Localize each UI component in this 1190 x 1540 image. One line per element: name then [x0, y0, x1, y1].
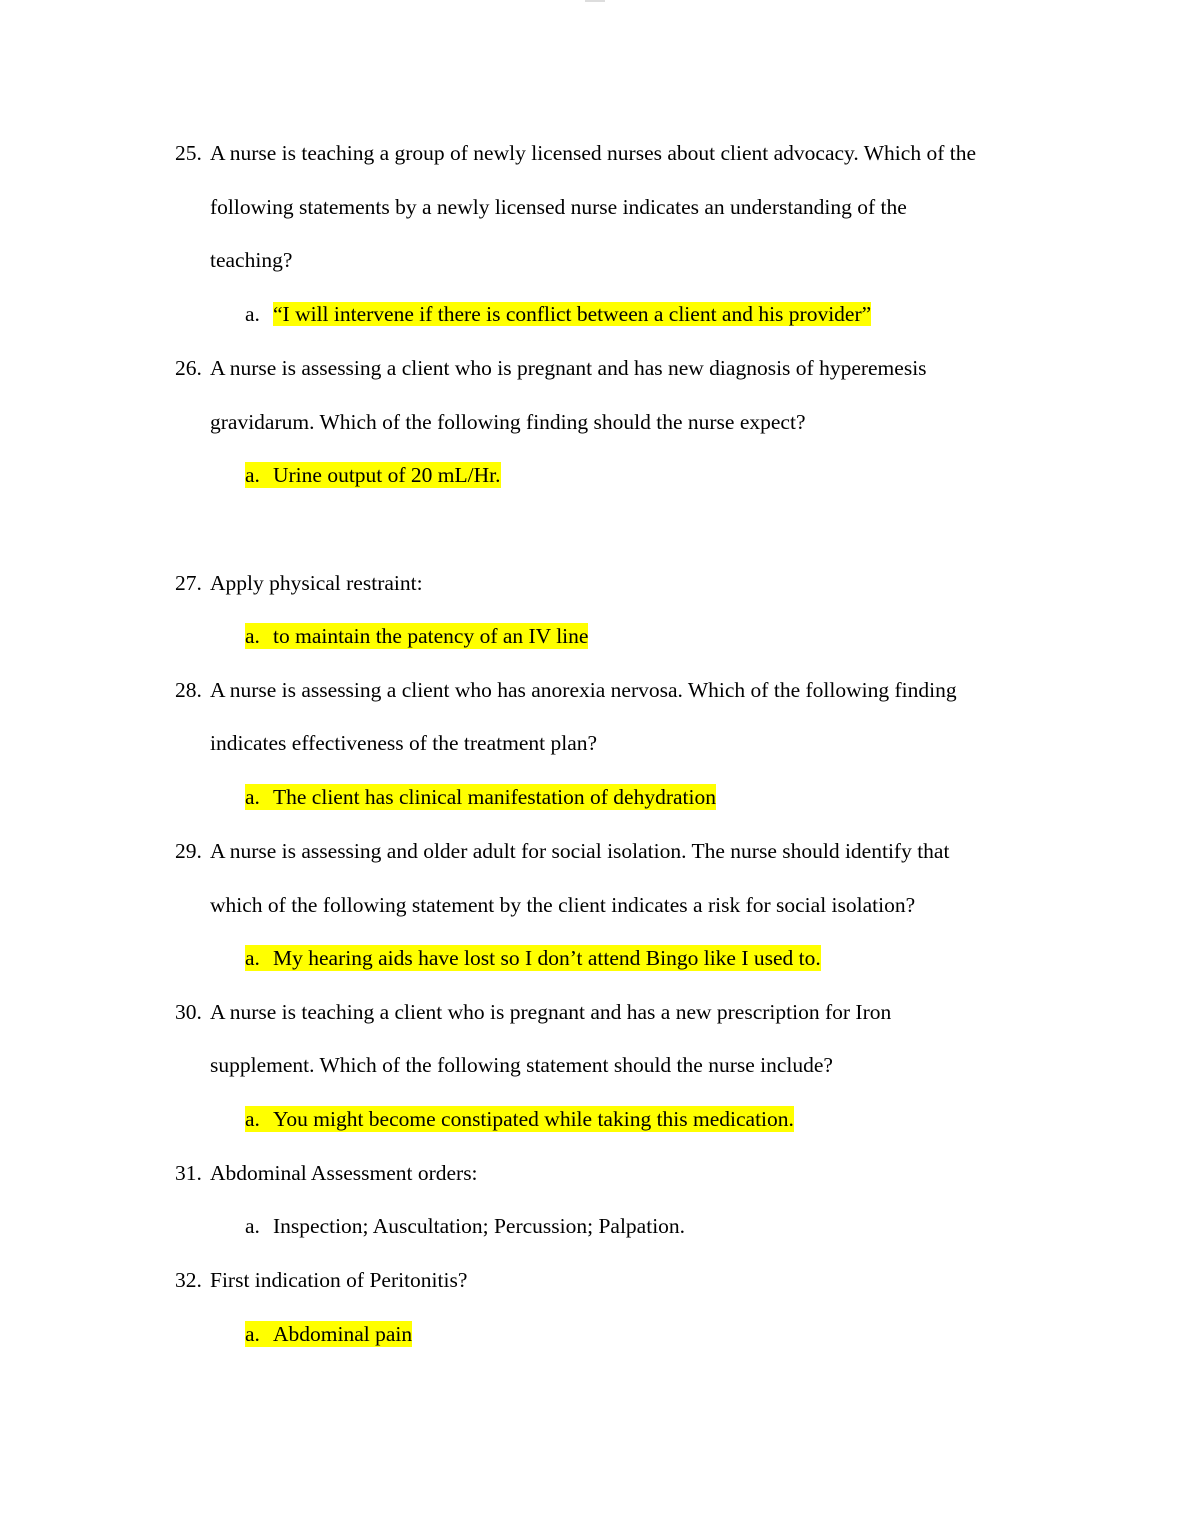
- option-text: Urine output of 20 mL/Hr.: [273, 463, 501, 487]
- option-text: You might become constipated while taking this medication.: [273, 1107, 794, 1131]
- answer-option: [245, 1106, 794, 1132]
- question-text-line: A nurse is assessing and older adult for social isolation. The nurse should identify that: [210, 839, 950, 863]
- answer-option: [245, 1213, 685, 1239]
- option-label: a.: [245, 624, 260, 648]
- option-label: a.: [245, 785, 260, 809]
- option-label: a.: [245, 302, 260, 326]
- answer-option: [245, 1321, 412, 1347]
- question-number: 25.: [175, 141, 202, 165]
- option-text: to maintain the patency of an IV line: [273, 624, 589, 648]
- option-label: a.: [245, 1214, 260, 1238]
- answer-option: [245, 623, 588, 649]
- answer-option: [245, 784, 716, 810]
- question-text-line: A nurse is assessing a client who is pregnant and has new diagnosis of hyperemesis: [210, 356, 927, 380]
- question-text-line: A nurse is assessing a client who has anorexia nervosa. Which of the following finding: [210, 678, 957, 702]
- question-number: 26.: [175, 356, 202, 380]
- question-text-line: indicates effectiveness of the treatment plan?: [210, 731, 598, 755]
- question-text-line: following statements by a newly licensed nurse indicates an understanding of the: [210, 195, 907, 219]
- question-text-line: Abdominal Assessment orders:: [210, 1161, 478, 1185]
- question-text-line: teaching?: [210, 248, 293, 272]
- question-number: 27.: [175, 571, 202, 595]
- question-number: 31.: [175, 1161, 202, 1185]
- question-text-line: First indication of Peritonitis?: [210, 1268, 468, 1292]
- question-text-line: gravidarum. Which of the following finding should the nurse expect?: [210, 410, 806, 434]
- question-text-line: A nurse is teaching a client who is pregnant and has a new prescription for Iron: [210, 1000, 892, 1024]
- option-text: My hearing aids have lost so I don’t attend Bingo like I used to.: [273, 946, 821, 970]
- answer-option: [245, 945, 821, 971]
- option-label: a.: [245, 946, 260, 970]
- question-number: 32.: [175, 1268, 202, 1292]
- option-label: a.: [245, 1107, 260, 1131]
- option-text: Inspection; Auscultation; Percussion; Palpation.: [273, 1214, 686, 1238]
- question-text-line: A nurse is teaching a group of newly licensed nurses about client advocacy. Which of the: [210, 141, 977, 165]
- question-text-line: which of the following statement by the client indicates a risk for social isolation?: [210, 893, 916, 917]
- answer-option: [245, 301, 871, 327]
- option-text: The client has clinical manifestation of dehydration: [273, 785, 716, 809]
- question-text-line: Apply physical restraint:: [210, 571, 423, 595]
- option-text: “I will intervene if there is conflict between a client and his provider”: [273, 302, 872, 326]
- question-number: 30.: [175, 1000, 202, 1024]
- option-label: a.: [245, 463, 260, 487]
- header-mark: [585, 0, 605, 2]
- answer-option: [245, 462, 501, 488]
- question-number: 29.: [175, 839, 202, 863]
- option-label: a.: [245, 1322, 260, 1346]
- question-number: 28.: [175, 678, 202, 702]
- option-text: Abdominal pain: [273, 1322, 413, 1346]
- question-text-line: supplement. Which of the following statement should the nurse include?: [210, 1053, 833, 1077]
